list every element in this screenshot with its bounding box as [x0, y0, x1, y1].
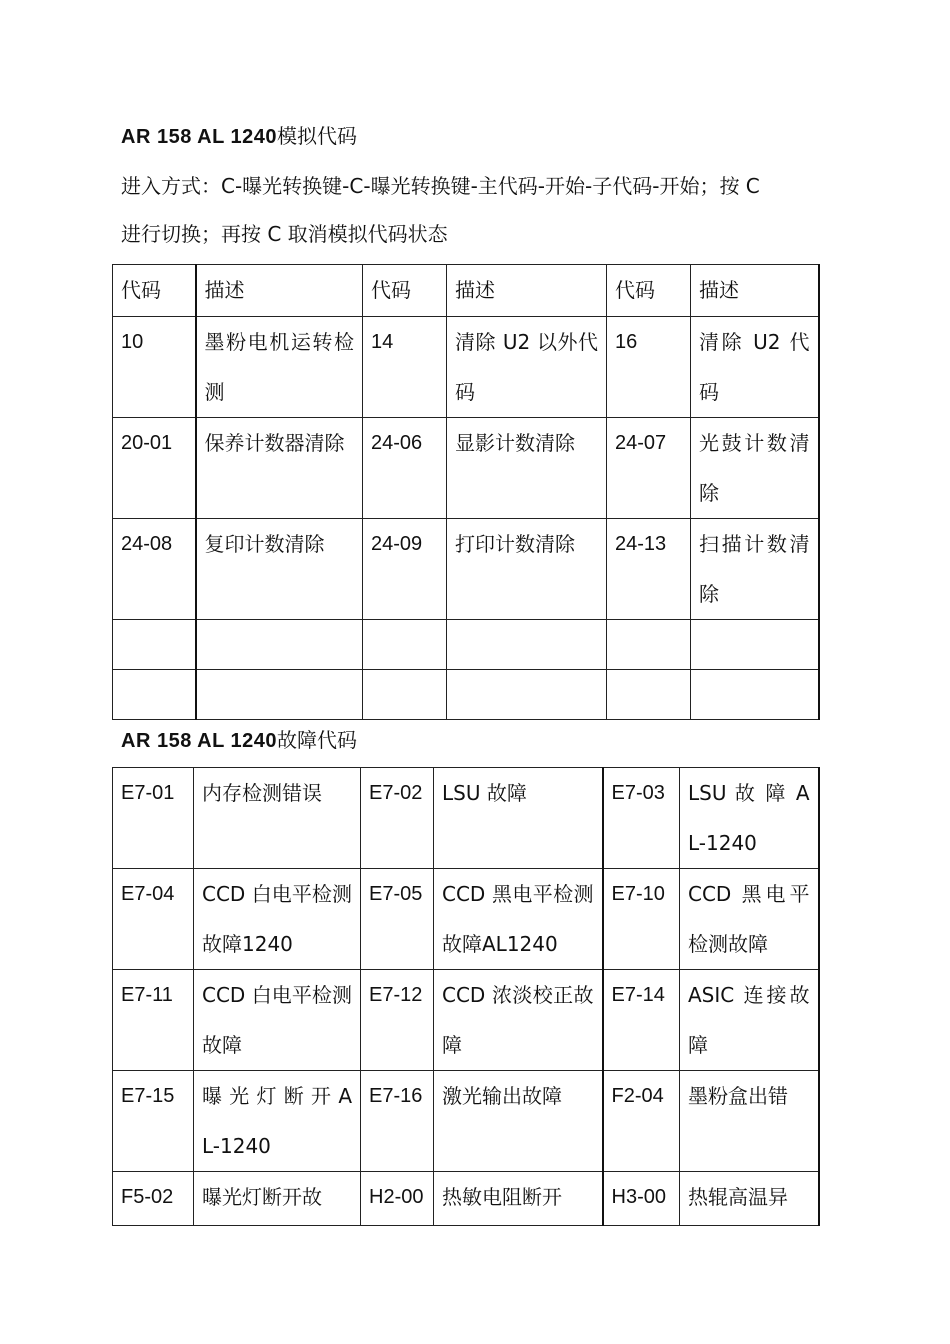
code-cell: 10	[113, 317, 196, 418]
code-cell: 16	[607, 317, 691, 418]
empty-cell	[447, 620, 607, 670]
section2-title-model: AR 158 AL 1240	[121, 730, 277, 752]
intro-line-1: 进入方式：C-曝光转换键-C-曝光转换键-主代码-开始-子代码-开始；按 C	[121, 174, 760, 198]
code-cell: 24-06	[363, 418, 447, 519]
code-cell: E7-03	[603, 768, 680, 869]
table-row	[113, 869, 819, 970]
desc-cell: CCD 白电平检测故障1240	[194, 869, 361, 970]
desc-cell: 墨粉盒出错	[680, 1071, 819, 1172]
desc-cell: 复印计数清除	[196, 519, 363, 620]
code-cell: E7-12	[361, 970, 434, 1071]
empty-cell	[447, 670, 607, 720]
desc-cell: CCD 黑电平检测故障	[680, 869, 819, 970]
desc-cell: 清除 U2 以外代码	[447, 317, 607, 418]
desc-cell: 清除 U2 代码	[691, 317, 819, 418]
code-cell: E7-01	[113, 768, 194, 869]
desc-cell: 热辊高温异	[680, 1172, 819, 1226]
desc-cell: 激光输出故障	[434, 1071, 603, 1172]
table-row	[113, 418, 819, 519]
table-header-row	[113, 265, 819, 317]
header-desc: 描述	[447, 265, 607, 317]
desc-cell: 内存检测错误	[194, 768, 361, 869]
desc-cell: LSU 故障	[434, 768, 603, 869]
empty-cell	[196, 670, 363, 720]
empty-cell	[691, 670, 819, 720]
desc-cell: 光鼓计数清除	[691, 418, 819, 519]
empty-row	[113, 670, 819, 720]
code-cell: H3-00	[603, 1172, 680, 1226]
empty-cell	[607, 670, 691, 720]
desc-cell: 保养计数器清除	[196, 418, 363, 519]
code-cell: E7-16	[361, 1071, 434, 1172]
header-code: 代码	[113, 265, 196, 317]
code-cell: 24-13	[607, 519, 691, 620]
section2-title-text: 故障代码	[276, 728, 357, 752]
empty-cell	[196, 620, 363, 670]
desc-cell: 打印计数清除	[447, 519, 607, 620]
table-row	[113, 768, 819, 869]
desc-cell: 曝 光 灯 断 开 AL-1240	[194, 1071, 361, 1172]
table-row	[113, 519, 819, 620]
section1-title	[121, 124, 357, 149]
code-cell: E7-05	[361, 869, 434, 970]
header-code: 代码	[363, 265, 447, 317]
code-cell: F2-04	[603, 1071, 680, 1172]
code-cell: 14	[363, 317, 447, 418]
desc-cell: ASIC 连接故障	[680, 970, 819, 1071]
code-cell: E7-04	[113, 869, 194, 970]
desc-cell: CCD 黑电平检测故障AL1240	[434, 869, 603, 970]
fault-code-table	[112, 767, 820, 1226]
code-cell: E7-11	[113, 970, 194, 1071]
table-row	[113, 1172, 819, 1226]
intro-line-2: 进行切换；再按 C 取消模拟代码状态	[121, 222, 448, 246]
section2-title	[121, 728, 357, 753]
empty-cell	[607, 620, 691, 670]
simulation-code-table	[112, 264, 820, 720]
header-code: 代码	[607, 265, 691, 317]
desc-cell: 热敏电阻断开	[434, 1172, 603, 1226]
code-cell: E7-14	[603, 970, 680, 1071]
desc-cell: 曝光灯断开故	[194, 1172, 361, 1226]
desc-cell: CCD 白电平检测故障	[194, 970, 361, 1071]
desc-cell: CCD 浓淡校正故障	[434, 970, 603, 1071]
code-cell: H2-00	[361, 1172, 434, 1226]
empty-row	[113, 620, 819, 670]
empty-cell	[363, 620, 447, 670]
header-desc: 描述	[691, 265, 819, 317]
desc-cell: 墨粉电机运转检测	[196, 317, 363, 418]
table-row	[113, 317, 819, 418]
table-row	[113, 970, 819, 1071]
table-row	[113, 1071, 819, 1172]
desc-cell: 扫描计数清除	[691, 519, 819, 620]
section1-title-text: 模拟代码	[276, 124, 357, 148]
empty-cell	[363, 670, 447, 720]
empty-cell	[691, 620, 819, 670]
desc-cell: 显影计数清除	[447, 418, 607, 519]
code-cell: 24-07	[607, 418, 691, 519]
empty-cell	[113, 670, 196, 720]
code-cell: E7-02	[361, 768, 434, 869]
code-cell: F5-02	[113, 1172, 194, 1226]
section1-title-model: AR 158 AL 1240	[121, 126, 277, 148]
desc-cell: LSU 故 障 AL-1240	[680, 768, 819, 869]
code-cell: 24-09	[363, 519, 447, 620]
code-cell: 24-08	[113, 519, 196, 620]
code-cell: 20-01	[113, 418, 196, 519]
code-cell: E7-15	[113, 1071, 194, 1172]
empty-cell	[113, 620, 196, 670]
header-desc: 描述	[196, 265, 363, 317]
code-cell: E7-10	[603, 869, 680, 970]
